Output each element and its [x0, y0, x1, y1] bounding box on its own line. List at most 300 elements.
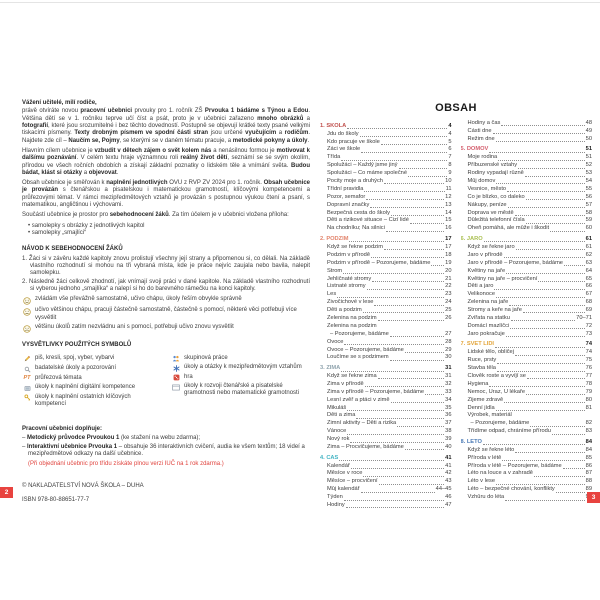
smiley-text: učivo většinou chápu, pracuji částečně samostatně, částečně s pomocí, některé věci potřebuji více vysvětlit [35, 307, 297, 321]
paragraph: Hlavním cílem učebnice je vzbudit v dětech zájem o svět kolem nás a nenásilnou formou je motivovat k dalšímu poznávání. V celém textu hraje významnou roli reálný život dětí, seznámí se se svým okolím, přírodou ve všech ročních obdobích a získají základní poznatky o lidském těle a vnímání světa. Budou bádat, klást si otázky a objevovat. [22, 147, 311, 176]
toc-page-number: 72 [585, 322, 592, 329]
toc-entry-label: Denní jídla [467, 404, 495, 411]
toc-page-number: 40 [445, 444, 452, 451]
toc-entry-label: Ovoce [327, 338, 344, 345]
toc-page-number: 79 [585, 388, 592, 395]
toc-page-number: 69 [585, 307, 592, 314]
toc-entry-label: 8. LÉTO [460, 438, 482, 445]
toc-entry [320, 478, 452, 486]
toc-entry [461, 494, 593, 502]
toc-page-number: 24 [445, 299, 452, 306]
toc-entry [461, 136, 593, 144]
toc-entry-label: Jaro v přírodě [467, 251, 503, 258]
toc-page-number: 63 [585, 259, 592, 266]
toc-entry [461, 283, 593, 291]
toc-entry [320, 268, 452, 276]
toc-page-number: 23 [445, 291, 452, 298]
toc-section-header [461, 146, 593, 154]
toc-columns [320, 120, 592, 510]
dotted-leader [508, 207, 585, 208]
toc-entry-label: Zelenina na podzim [327, 314, 377, 321]
toc-entry-label: Děti a podzim [327, 307, 362, 314]
toc-page-number: 38 [445, 428, 452, 435]
toc-entry-label: Ruce, prsty [467, 357, 497, 364]
toc-entry-label: Listnaté stromy [327, 283, 366, 290]
toc-page-number: 35 [445, 404, 452, 411]
dotted-leader [431, 265, 444, 266]
toc-page-number: 18 [445, 251, 452, 258]
toc-entry-label: Květiny na jaře [467, 267, 506, 274]
toc-page-number: 17 [445, 243, 452, 250]
pt-icon: PT [23, 375, 31, 382]
toc-page-number: 59 [585, 217, 592, 224]
toc-entry [461, 365, 593, 373]
page-edge-line [0, 2, 600, 3]
toc-page-number: 5 [448, 138, 452, 145]
toc-entry [461, 276, 593, 284]
toc-entry [320, 354, 452, 362]
dotted-leader [347, 128, 447, 129]
toc-entry [320, 412, 452, 420]
toc-page-number: 4 [448, 122, 452, 129]
symbol-text: hra [184, 373, 193, 380]
dotted-leader [498, 160, 584, 161]
toc-page-number: 21 [445, 275, 452, 282]
toc-entry [320, 186, 452, 194]
toc-entry-label: Když se řekne zima [327, 373, 377, 379]
toc-entry [320, 389, 452, 397]
toc-page-number: 73 [585, 330, 592, 337]
dotted-leader [515, 355, 585, 356]
toc-entry [461, 381, 593, 389]
dotted-leader [518, 168, 585, 169]
toc-page-number: 34 [445, 396, 452, 403]
smiley-happy-icon [22, 296, 31, 305]
toc-entry [461, 357, 593, 365]
toc-entry [461, 154, 593, 162]
paragraph: Součástí učebnice je prostor pro sebehodnocení žáků. Za tím účelem je v učebnici vložena příloha: [22, 212, 289, 219]
dotted-leader [516, 249, 585, 250]
toc-page-number: 82 [585, 420, 592, 427]
dotted-leader [527, 378, 585, 379]
paragraph: právě otvíráte novou pracovní učebnici prvouky pro 1. ročník ZŠ Prvouka 1 bádáme s Týnou a Edou. Většina dětí se v 1. ročníku teprve učí číst a psát, proto je v učebnici zařazeno mnoho obrázků a fotografií, které jsou srozumitelné i bez těchto dovedností. Postupně se objevují krátké texty psané velkými tiskacími písmeny. Texty drobným písmem ve spodní části stran jsou určené vyučujícím a rodičům. Najdete zde cíl – Naučím se, Pojmy, se kterými se v daném tématu pracuje, a metodické pokyny a úkoly. [22, 108, 311, 144]
bullet-item: • samolepky „smajlíci“ [28, 230, 87, 236]
toc-page-number: 36 [445, 412, 452, 419]
toc-entry [320, 291, 452, 299]
toc-entry [320, 502, 452, 510]
tablet-icon [22, 384, 32, 392]
toc-entry-label: Podzim v přírodě – Pozorujeme, bádáme [327, 259, 431, 266]
symbol-row [22, 384, 161, 392]
toc-entry [320, 210, 452, 218]
toc-entry [320, 405, 452, 413]
toc-entry-label: Děti a jaro [467, 283, 494, 290]
toc-page-number: 81 [585, 404, 592, 411]
toc-page-number: 55 [585, 185, 592, 192]
selfassessment-steps [22, 256, 310, 294]
toc-entry [461, 268, 593, 276]
toc-section-header [320, 123, 452, 131]
symbol-text: badatelské úkoly a pozorování [35, 365, 117, 372]
dotted-leader [390, 360, 445, 361]
toc-entry-label: Na chodníku; Na silnici [327, 225, 385, 232]
toc-entry [320, 131, 452, 139]
toc-page-number: 7 [448, 154, 452, 161]
toc-section-header [320, 236, 452, 244]
toc-section-header [320, 365, 452, 373]
toc-entry-label: Stromy a keře na jaře [467, 307, 522, 314]
dotted-leader [384, 249, 444, 250]
toc-page-number: 89 [585, 486, 592, 493]
symbol-text: úkoly k rozvoji čtenářské a pisatelské gramotnosti nebo matematické gramotnosti [184, 383, 300, 397]
toc-page-number: 11 [445, 185, 452, 192]
toc-page-number: 22 [445, 283, 452, 290]
toc-entry [320, 486, 452, 494]
symbol-row [22, 394, 161, 409]
dotted-leader [494, 289, 584, 290]
toc-entry [461, 389, 593, 397]
dotted-leader [496, 484, 585, 485]
toc-entry [320, 217, 452, 225]
toc-page-number: 43 [445, 478, 452, 485]
dotted-leader [341, 371, 444, 372]
toc-page-number: 12 [445, 193, 452, 200]
toc-entry-label: Zima – Procvičujeme, bádáme [327, 444, 404, 451]
toc-entry-label: Rodiny vypadají různě [467, 170, 524, 177]
symbol-row [171, 364, 310, 372]
toc-entry [320, 276, 452, 284]
toc-entry [461, 210, 593, 218]
toc-entry-label: Kalendář [327, 462, 350, 469]
toc-entry-label: Les [327, 291, 337, 298]
toc-entry [320, 146, 452, 154]
toc-entry-label: Stavba těla [467, 365, 496, 372]
toc-entry [461, 186, 593, 194]
toc-page-number: 15 [445, 217, 452, 224]
toc-entry [320, 444, 452, 452]
toc-page-number: 42 [445, 470, 452, 477]
toc-entry-label: Lesní zvěř a ptáci v zimě [327, 396, 390, 403]
toc-title: OBSAH [435, 102, 477, 114]
toc-page-number: 41 [445, 462, 452, 469]
dotted-leader [384, 183, 444, 184]
toc-column-right [461, 120, 593, 510]
toc-page-number: 75 [585, 357, 592, 364]
toc-entry-label: Loučíme se s podzimem [327, 354, 389, 361]
toc-page-number: 77 [585, 373, 592, 379]
bullet-item: • samolepky s obrázky z jednotlivých kapitol [28, 222, 145, 229]
dotted-leader [344, 344, 444, 345]
toc-entry-label: – Pozorujeme, bádáme [330, 330, 389, 337]
toc-entry-label: 6. JARO [460, 236, 483, 243]
toc-page-number: 8 [448, 162, 452, 169]
toc-entry-label: – Pozorujeme, bádáme [470, 420, 530, 427]
dotted-leader [510, 328, 584, 329]
toc-entry-label: Co je blízko, co daleko [467, 193, 525, 200]
dotted-leader [386, 231, 444, 232]
smiley-neutral-icon [22, 307, 31, 316]
toc-entry-label: Mikuláš [327, 404, 347, 411]
dotted-leader [374, 305, 444, 306]
symbol-text: úkoly k naplnění ostatních klíčových kompetencí [35, 393, 131, 407]
toc-entry [320, 494, 452, 502]
toc-entry-label: 1. ŠKOLA [320, 122, 347, 129]
toc-page-number: 37 [445, 420, 452, 427]
group-icon [171, 355, 181, 363]
dotted-leader [506, 336, 585, 337]
toc-page-number: 53 [585, 170, 592, 177]
symbol-row [171, 355, 310, 363]
toc-entry [320, 154, 452, 162]
supplement-item: – Interaktivní učebnice Prvouka 1 – obsahuje 36 interaktivních cvičení, audia ke všem textům; 18 videí a mezipředmětové odkazy na další učebnice. [22, 443, 305, 458]
toc-entry-label: Když se řekne léto [467, 446, 515, 453]
toc-entry-label: Živočichové v lese [327, 299, 374, 306]
dotted-leader [515, 215, 585, 216]
toc-entry-label: Vánoce [327, 428, 347, 435]
dotted-leader [515, 452, 584, 453]
toc-entry [461, 299, 593, 307]
symbol-row [22, 375, 161, 383]
smiley-text: zvládám vše převážně samostatně, učivo chápu, úkoly řeším obvykle správně [35, 295, 242, 302]
dotted-leader [360, 136, 448, 137]
dotted-leader [523, 312, 585, 313]
dotted-leader [397, 426, 444, 427]
toc-entry [461, 455, 593, 463]
toc-entry-label: Vesnice, město [467, 185, 507, 192]
toc-page-number: 84 [585, 438, 592, 445]
toc-entry [461, 307, 593, 315]
toc-page-number: 84 [585, 446, 592, 453]
toc-page-number: 9 [448, 170, 452, 177]
toc-entry [320, 315, 452, 323]
toc-entry-label: Jehličnaté stromy [327, 275, 372, 282]
toc-page-number: 78 [585, 380, 592, 387]
toc-entry [461, 128, 593, 136]
toc-page-number: 33 [445, 388, 452, 395]
symbols-title: VYSVĚTLIVKY POUŽITÝCH SYMBOLŮ [22, 342, 132, 349]
dotted-leader [489, 152, 584, 153]
dotted-leader [525, 176, 585, 177]
toc-page-number: 56 [585, 193, 592, 200]
toc-entry-label: Jaro pokračuje [467, 330, 505, 337]
toc-page-number: 30 [445, 354, 452, 361]
toc-entry-label: Moje rodina [467, 154, 498, 161]
toc-entry [461, 428, 593, 436]
toc-page-number: 60 [585, 225, 592, 232]
toc-page-number: 16 [445, 225, 452, 232]
toc-entry-label: Strom [327, 267, 343, 274]
toc-page-number: 47 [445, 502, 452, 509]
toc-entry-label: Příroda v létě [467, 454, 502, 461]
dotted-leader [493, 133, 585, 134]
isbn-line: ISBN 978-80-88651-77-7 [22, 497, 90, 504]
frame-icon [171, 383, 181, 391]
toc-page-number: 10 [445, 178, 452, 185]
dotted-leader [344, 500, 444, 501]
smiley-row [22, 307, 310, 322]
left-page [22, 100, 310, 504]
toc-entry-label: Zelenina na podzim [327, 322, 377, 329]
dotted-leader [361, 492, 435, 493]
toc-entry-label: 7. SVĚT LIDÍ [460, 341, 495, 348]
dotted-leader [552, 434, 585, 435]
dotted-leader [564, 265, 585, 266]
toc-entry-label: Hodiny [327, 502, 345, 509]
dotted-leader [497, 363, 584, 364]
toc-entry-label: Žijeme zdravě [467, 396, 504, 403]
toc-entry [461, 315, 593, 323]
intro-paragraphs [22, 108, 310, 219]
toc-entry [320, 178, 452, 186]
toc-entry-label: Příbuzenské vztahy [467, 162, 518, 169]
symbol-row [22, 365, 161, 373]
toc-entry-label: Květiny na jaře – procvičení [467, 275, 538, 282]
toc-page-number: 88 [585, 478, 592, 485]
toc-entry-label: Části dne [467, 127, 492, 134]
toc-entry-label: 5. DOMOV [460, 146, 489, 153]
dotted-leader [496, 183, 584, 184]
toc-page-number: 32 [445, 380, 452, 387]
dotted-leader [495, 347, 585, 348]
dotted-leader [378, 320, 445, 321]
symbol-row [171, 374, 310, 382]
dotted-leader [405, 449, 444, 450]
dotted-leader [504, 402, 584, 403]
toc-page-number: 85 [585, 454, 592, 461]
toc-page-number: 66 [585, 283, 592, 290]
toc-entry [320, 244, 452, 252]
page-number-left: 2 [0, 487, 13, 498]
toc-page-number: 20 [445, 267, 452, 274]
toc-entry [320, 260, 452, 268]
toc-entry [461, 463, 593, 471]
dotted-leader [365, 386, 445, 387]
dotted-leader [347, 434, 444, 435]
symbol-text: piš, kresli, spoj, vyber, vybarvi [35, 354, 115, 361]
dotted-leader [563, 468, 585, 469]
toc-page-number: 80 [585, 396, 592, 403]
smiley-sad-icon [22, 324, 31, 333]
toc-entry-label: Léto – bezpečné chování, konflikty [467, 486, 555, 493]
toc-entry-label: Nový rok [327, 436, 350, 443]
toc-page-number: 31 [445, 373, 452, 379]
toc-section-header [461, 439, 593, 447]
toc-entry-label: Spolužáci – Co máme společné [327, 170, 407, 177]
toc-entry-label: Třída [327, 154, 341, 161]
toc-entry [320, 463, 452, 471]
supplement-item: – Metodický průvodce Prvoukou 1 (ke stažení na webu zdarma); [22, 434, 201, 441]
dotted-leader [530, 426, 584, 427]
dotted-leader [484, 241, 585, 242]
toc-entry [461, 244, 593, 252]
magnifier-icon [22, 365, 32, 373]
symbols-legend [22, 353, 310, 411]
toc-entry-label: Měsíce – procvičení [327, 478, 378, 485]
toc-entry-continuation [320, 331, 452, 339]
dotted-leader [343, 273, 444, 274]
toc-entry-label: Zimní aktivity – Děti a rizika [327, 420, 397, 427]
toc-entry [461, 170, 593, 178]
toc-page-number: 51 [585, 154, 592, 161]
dotted-leader [556, 492, 585, 493]
toc-entry-label: Režim dne [467, 135, 495, 142]
toc-page-number: 49 [585, 127, 592, 134]
dotted-leader [408, 176, 447, 177]
toc-entry [320, 202, 452, 210]
dotted-leader [346, 507, 444, 508]
dotted-leader [505, 500, 584, 501]
toc-entry [320, 194, 452, 202]
symbol-text: průřezová témata [35, 374, 82, 381]
toc-entry-label: Výrobek, materiál [467, 412, 512, 419]
toc-entry [461, 331, 593, 339]
toc-page-number: 87 [585, 470, 592, 477]
dotted-leader [501, 125, 584, 126]
dotted-leader [496, 297, 585, 298]
toc-page-number: 50 [585, 135, 592, 142]
toc-entry [320, 381, 452, 389]
dotted-leader [356, 418, 444, 419]
asterisk-icon [171, 364, 181, 372]
toc-page-number: 41 [445, 454, 452, 461]
toc-page-number: 13 [445, 201, 452, 208]
dotted-leader [526, 199, 585, 200]
symbol-text: skupinová práce [184, 354, 228, 361]
toc-section-header [461, 236, 593, 244]
toc-page-number: 14 [445, 209, 452, 216]
toc-entry-label: Příroda v létě – Pozorujeme, bádáme [467, 462, 562, 469]
toc-page-number: 46 [445, 494, 452, 501]
toc-entry-label: Lidské tělo, obličej [467, 349, 514, 356]
symbols-column-left [22, 353, 161, 411]
toc-section-header [320, 455, 452, 463]
toc-entry [320, 162, 452, 170]
toc-entry [320, 252, 452, 260]
dotted-leader [370, 207, 444, 208]
dotted-leader [381, 144, 448, 145]
toc-column-left [320, 120, 452, 510]
dotted-leader [425, 394, 444, 395]
dotted-leader [526, 223, 585, 224]
dotted-leader [497, 371, 585, 372]
toc-page-number: 52 [585, 162, 592, 169]
toc-entry [461, 405, 593, 413]
dotted-leader [391, 402, 445, 403]
dotted-leader [399, 168, 448, 169]
dotted-leader [511, 320, 575, 321]
dotted-leader [341, 160, 447, 161]
toc-entry [320, 397, 452, 405]
toc-page-number: 28 [445, 338, 452, 345]
toc-page-number: 26 [445, 314, 452, 321]
toc-page-number: 44–45 [435, 486, 452, 493]
dotted-leader [502, 460, 584, 461]
toc-entry [461, 120, 593, 128]
toc-entry [461, 178, 593, 186]
toc-entry [461, 486, 593, 494]
toc-entry [461, 478, 593, 486]
toc-entry-label: Zima v přírodě – Pozorujeme, bádáme [327, 388, 425, 395]
toc-entry-label: Jdu do školy [327, 130, 359, 137]
toc-entry-label: Můj domov [467, 178, 496, 185]
toc-entry [461, 412, 593, 420]
toc-page-number: 17 [445, 236, 452, 243]
toc-entry [461, 260, 593, 268]
supplement-title: Pracovní učebnici doplňuje: [22, 426, 103, 433]
dotted-leader [534, 476, 585, 477]
toc-page-number: 54 [585, 178, 592, 185]
dotted-leader [410, 223, 444, 224]
